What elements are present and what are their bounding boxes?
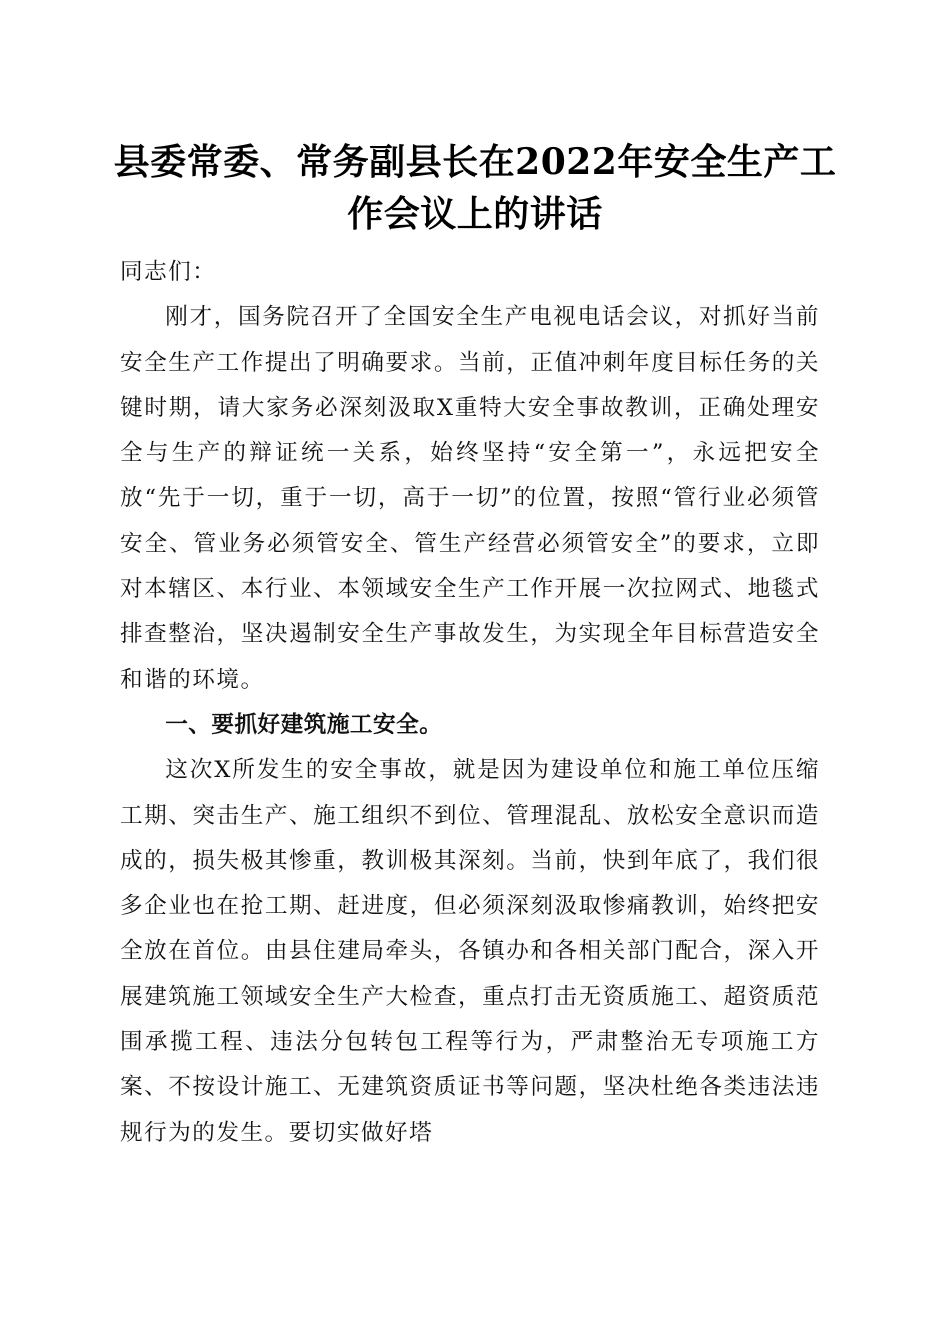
paragraph-construction-safety: 这次X所发生的安全事故，就是因为建设单位和施工单位压缩工期、突击生产、施工组织不到位、管理混乱、放松安全意识而造成的，损失极其惨重，教训极其深刻。当前，快到年底了，我们很多企业也在抢工期、赶进度，但必须深刻汲取惨痛教训，始终把安全放在首位。由县住建局牵头，各镇办和各相关部门配合，深入开展建筑施工领域安全生产大检查，重点打击无资质施工、超资质范围承揽工程、违法分包转包工程等行为，严肃整治无专项施工方案、不按设计施工、无建筑资质证书等问题，坚决杜绝各类违法违规行为的发生。要切实做好塔 xyxy=(120,757,820,1146)
section-heading-1: 一、要抓好建筑施工安全。 xyxy=(165,711,443,738)
document-body xyxy=(120,250,820,1156)
document-title xyxy=(100,136,850,240)
salutation: 同志们： xyxy=(120,259,217,285)
document-title-line-1: 县委常委、常务副县长在2022年安全生产工 xyxy=(113,141,837,183)
document-title-line-2: 作会议上的讲话 xyxy=(347,193,603,235)
paragraph-intro: 刚才，国务院召开了全国安全生产电视电话会议，对抓好当前安全生产工作提出了明确要求。当前，正值冲刺年度目标任务的关键时期，请大家务必深刻汲取X重特大安全事故教训，正确处理安全与生产的辩证统一关系，始终坚持“安全第一”，永远把安全放“先于一切，重于一切，高于一切”的位置，按照“管行业必须管安全、管业务必须管安全、管生产经营必须管安全”的要求，立即对本辖区、本行业、本领域安全生产工作开展一次拉网式、地毯式排查整治，坚决遏制安全生产事故发生，为实现全年目标营造安全和谐的环境。 xyxy=(120,304,820,693)
